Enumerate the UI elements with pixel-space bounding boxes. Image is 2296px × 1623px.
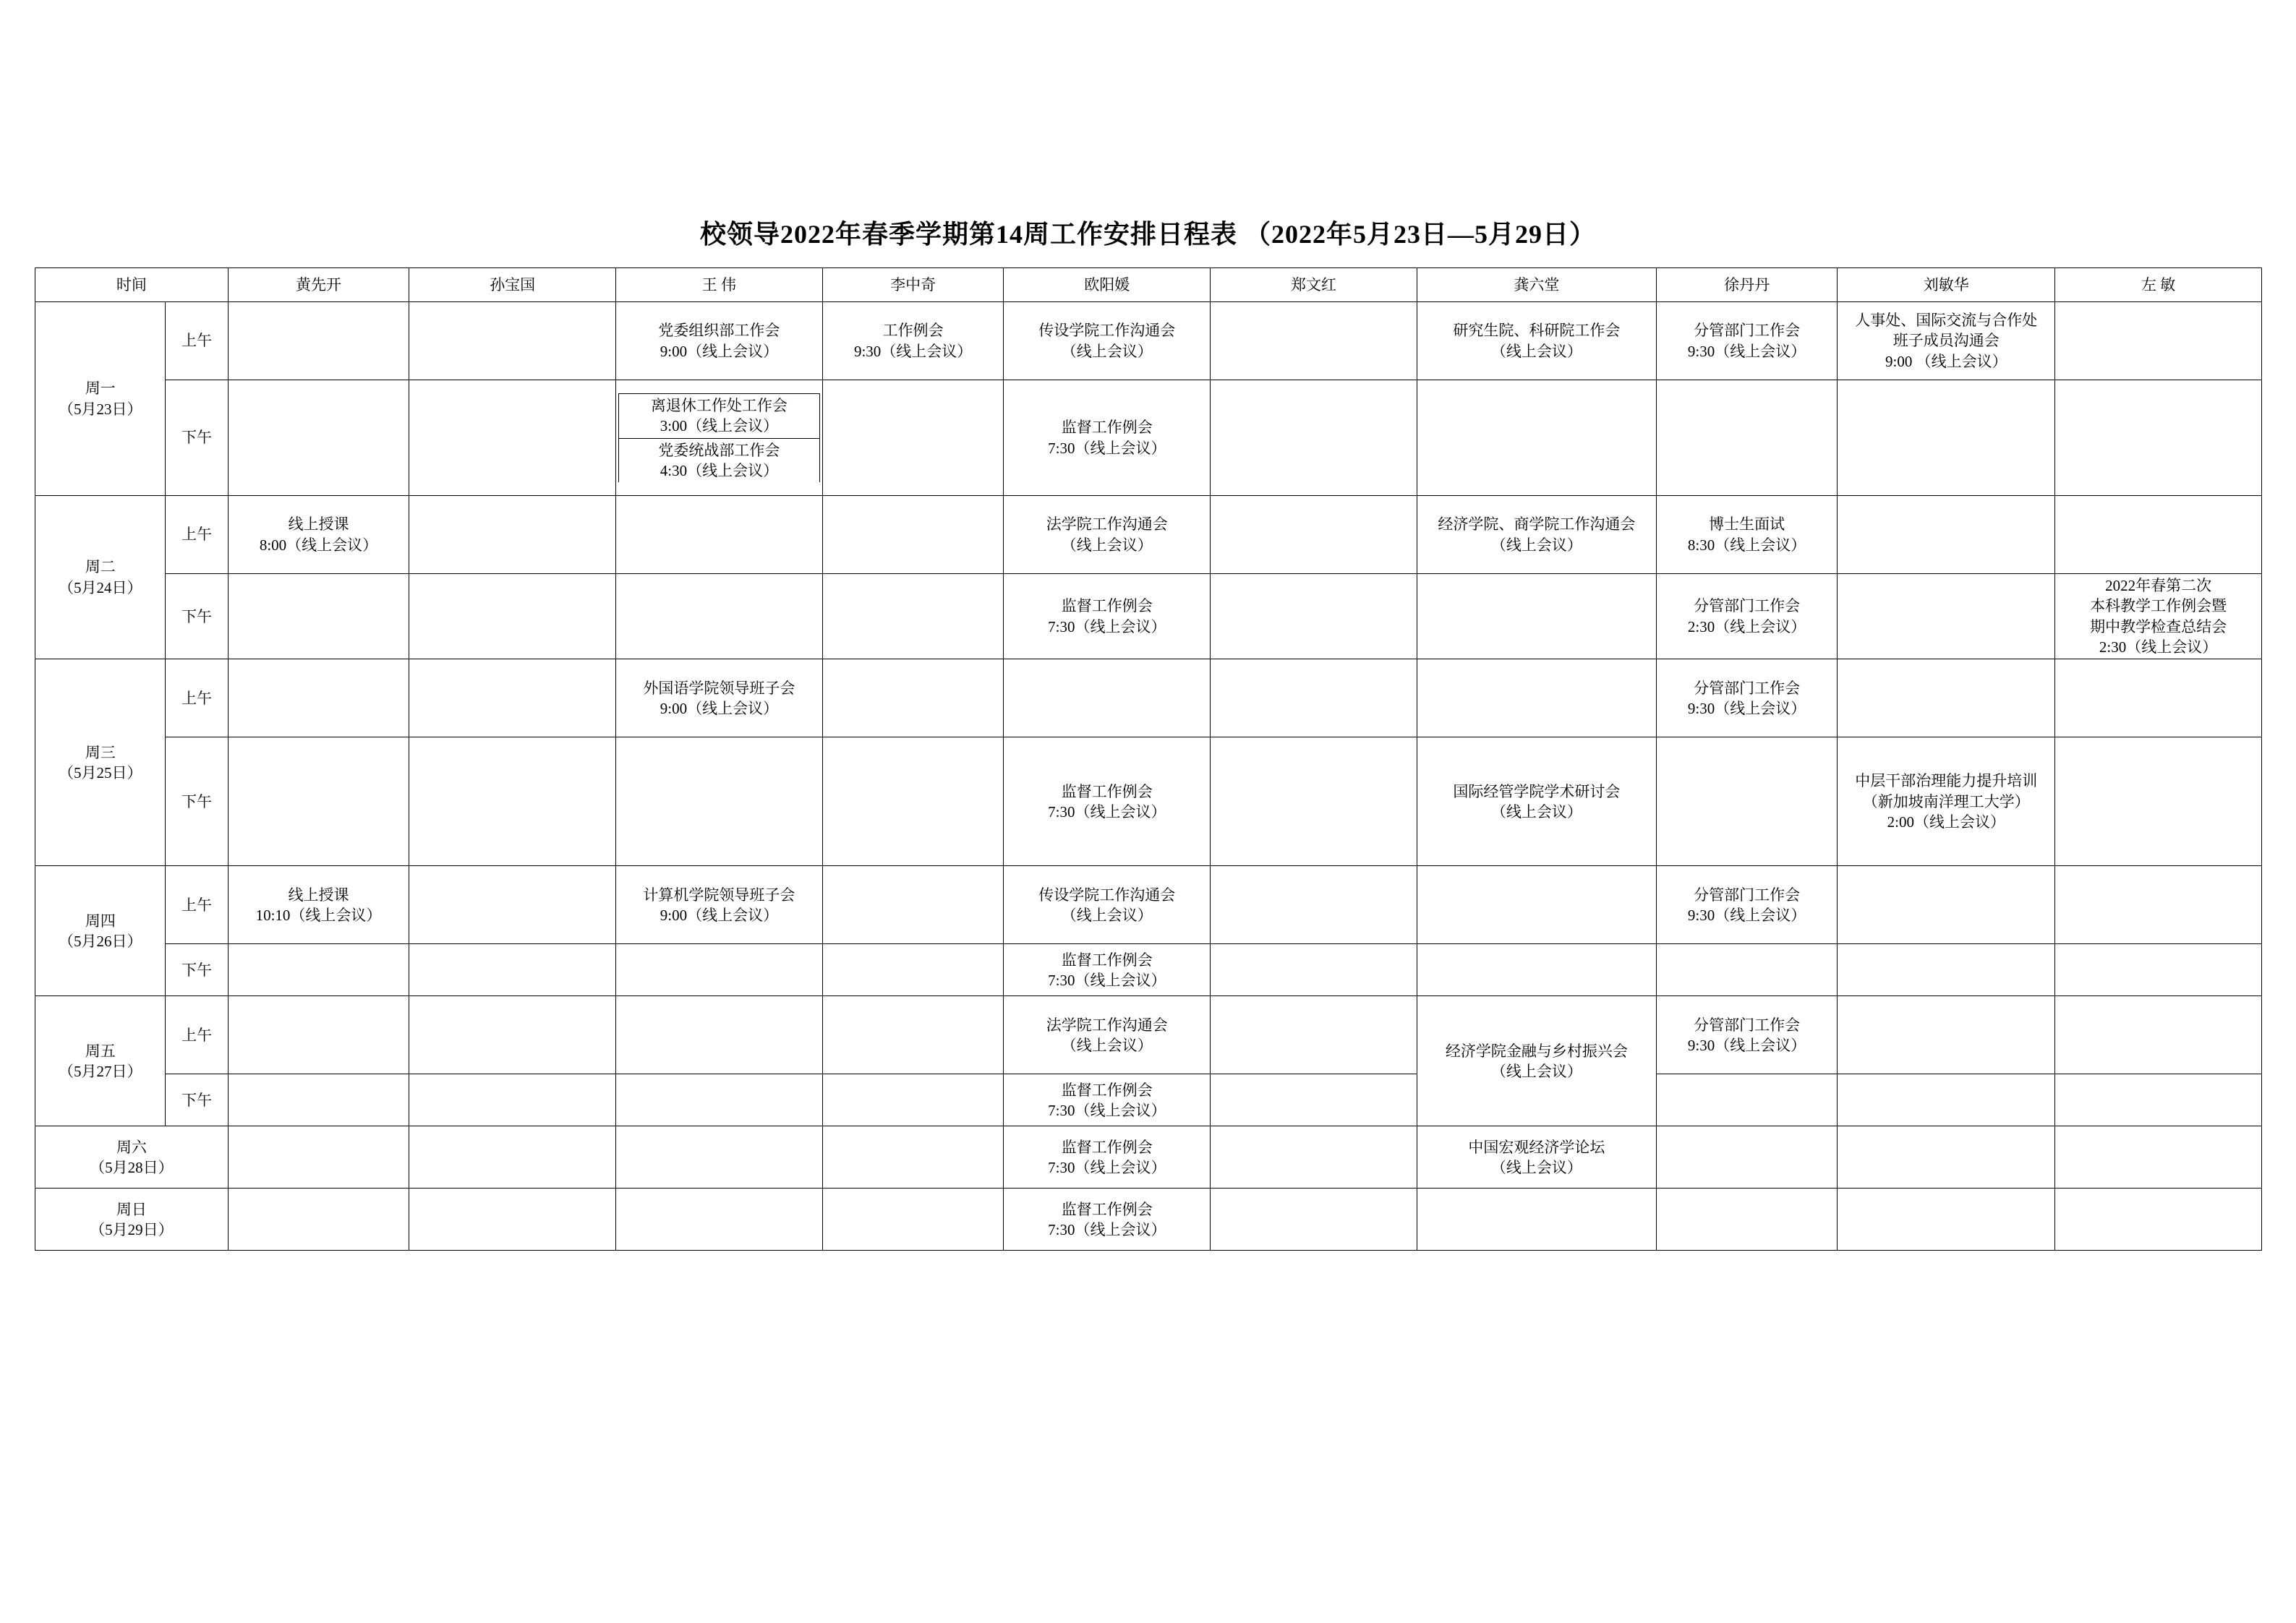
schedule-subcell: 离退休工作处工作会 3:00（线上会议）	[619, 393, 820, 438]
schedule-cell	[822, 659, 1004, 737]
table-row	[35, 659, 2262, 737]
day-label: 周日 （5月29日）	[35, 1189, 229, 1251]
schedule-cell	[822, 737, 1004, 866]
schedule-cell	[1838, 659, 2055, 737]
schedule-cell	[1656, 1189, 1838, 1251]
day-label: 周二 （5月24日）	[35, 496, 166, 659]
schedule-cell	[1838, 380, 2055, 496]
table-row	[35, 380, 2262, 496]
schedule-cell	[228, 737, 409, 866]
schedule-cell	[228, 1189, 409, 1251]
table-row	[35, 737, 2262, 866]
schedule-cell: 计算机学院领导班子会 9:00（线上会议）	[616, 866, 823, 944]
period-label-pm: 下午	[166, 737, 228, 866]
period-label-pm: 下午	[166, 574, 228, 659]
table-row	[35, 496, 2262, 574]
table-body	[35, 302, 2262, 1251]
schedule-cell: 传设学院工作沟通会 （线上会议）	[1004, 866, 1211, 944]
period-label-am: 上午	[166, 302, 228, 380]
schedule-cell: 分管部门工作会 9:30（线上会议）	[1656, 659, 1838, 737]
schedule-cell	[1838, 866, 2055, 944]
schedule-cell: 法学院工作沟通会 （线上会议）	[1004, 996, 1211, 1074]
schedule-cell	[1004, 659, 1211, 737]
schedule-cell	[1211, 496, 1417, 574]
schedule-cell	[228, 1126, 409, 1189]
header-person-zhengwenhong: 郑文红	[1211, 268, 1417, 302]
header-person-ouyangyuan: 欧阳媛	[1004, 268, 1211, 302]
schedule-cell	[1211, 380, 1417, 496]
day-label: 周六 （5月28日）	[35, 1126, 229, 1189]
table-row	[35, 1074, 2262, 1126]
schedule-cell	[409, 737, 616, 866]
schedule-cell: 传设学院工作沟通会 （线上会议）	[1004, 302, 1211, 380]
schedule-cell	[1838, 496, 2055, 574]
schedule-cell	[616, 380, 823, 496]
schedule-cell: 中层干部治理能力提升培训 （新加坡南洋理工大学） 2:00（线上会议）	[1838, 737, 2055, 866]
schedule-cell	[616, 1126, 823, 1189]
schedule-cell	[1417, 1189, 1656, 1251]
schedule-cell	[409, 574, 616, 659]
schedule-cell	[2055, 737, 2262, 866]
schedule-cell	[1211, 996, 1417, 1074]
schedule-table-wrapper	[35, 267, 2262, 1251]
schedule-cell	[1211, 944, 1417, 996]
schedule-cell	[1417, 659, 1656, 737]
schedule-cell	[1211, 1074, 1417, 1126]
schedule-cell	[409, 1074, 616, 1126]
schedule-cell	[1656, 737, 1838, 866]
schedule-cell	[409, 302, 616, 380]
period-label-pm: 下午	[166, 380, 228, 496]
schedule-cell	[2055, 1126, 2262, 1189]
schedule-cell: 外国语学院领导班子会 9:00（线上会议）	[616, 659, 823, 737]
schedule-cell	[409, 866, 616, 944]
schedule-cell: 党委组织部工作会 9:00（线上会议）	[616, 302, 823, 380]
schedule-cell	[616, 737, 823, 866]
header-person-xudandan: 徐丹丹	[1656, 268, 1838, 302]
table-row	[35, 866, 2262, 944]
schedule-cell	[822, 496, 1004, 574]
schedule-cell	[1211, 302, 1417, 380]
schedule-cell	[822, 574, 1004, 659]
schedule-cell	[409, 380, 616, 496]
schedule-cell: 分管部门工作会 9:30（线上会议）	[1656, 996, 1838, 1074]
table-row	[35, 944, 2262, 996]
table-header-row	[35, 268, 2262, 302]
schedule-cell	[1838, 1126, 2055, 1189]
schedule-cell: 监督工作例会 7:30（线上会议）	[1004, 1189, 1211, 1251]
schedule-cell	[1838, 1189, 2055, 1251]
header-person-zuomin: 左 敏	[2055, 268, 2262, 302]
table-row	[35, 996, 2262, 1074]
schedule-cell	[2055, 944, 2262, 996]
schedule-cell: 分管部门工作会 9:30（线上会议）	[1656, 302, 1838, 380]
schedule-cell: 分管部门工作会 9:30（线上会议）	[1656, 866, 1838, 944]
schedule-cell	[228, 996, 409, 1074]
schedule-cell	[822, 380, 1004, 496]
header-person-lizhongqi: 李中奇	[822, 268, 1004, 302]
schedule-cell	[1838, 996, 2055, 1074]
schedule-cell	[822, 996, 1004, 1074]
schedule-cell	[1211, 1126, 1417, 1189]
schedule-cell: 经济学院金融与乡村振兴会 （线上会议）	[1417, 996, 1656, 1126]
period-label-am: 上午	[166, 996, 228, 1074]
day-label: 周五 （5月27日）	[35, 996, 166, 1126]
schedule-cell	[1417, 574, 1656, 659]
schedule-subcell: 党委统战部工作会 4:30（线上会议）	[619, 438, 820, 482]
schedule-cell: 分管部门工作会 2:30（线上会议）	[1656, 574, 1838, 659]
schedule-cell: 经济学院、商学院工作沟通会 （线上会议）	[1417, 496, 1656, 574]
schedule-cell	[1211, 866, 1417, 944]
schedule-cell: 中国宏观经济学论坛 （线上会议）	[1417, 1126, 1656, 1189]
schedule-cell: 人事处、国际交流与合作处 班子成员沟通会 9:00 （线上会议）	[1838, 302, 2055, 380]
schedule-cell	[228, 574, 409, 659]
schedule-cell	[409, 996, 616, 1074]
day-label: 周三 （5月25日）	[35, 659, 166, 866]
schedule-cell	[2055, 496, 2262, 574]
schedule-cell: 工作例会 9:30（线上会议）	[822, 302, 1004, 380]
header-person-wangwei: 王 伟	[616, 268, 823, 302]
schedule-cell	[616, 496, 823, 574]
period-label-pm: 下午	[166, 944, 228, 996]
schedule-cell	[1211, 659, 1417, 737]
table-row	[35, 574, 2262, 659]
header-person-huangxiankai: 黄先开	[228, 268, 409, 302]
header-person-sunbaoguo: 孙宝国	[409, 268, 616, 302]
schedule-cell: 线上授课 10:10（线上会议）	[228, 866, 409, 944]
schedule-cell	[2055, 1189, 2262, 1251]
schedule-cell: 监督工作例会 7:30（线上会议）	[1004, 1126, 1211, 1189]
schedule-cell	[1838, 944, 2055, 996]
schedule-cell: 监督工作例会 7:30（线上会议）	[1004, 737, 1211, 866]
header-time: 时间	[35, 268, 229, 302]
schedule-cell	[1417, 944, 1656, 996]
schedule-cell	[409, 944, 616, 996]
schedule-cell	[228, 302, 409, 380]
schedule-cell: 博士生面试 8:30（线上会议）	[1656, 496, 1838, 574]
schedule-cell	[2055, 302, 2262, 380]
schedule-cell	[409, 1126, 616, 1189]
schedule-cell	[822, 1189, 1004, 1251]
schedule-cell: 监督工作例会 7:30（线上会议）	[1004, 380, 1211, 496]
schedule-cell	[409, 1189, 616, 1251]
schedule-cell	[1211, 1189, 1417, 1251]
schedule-cell	[822, 1074, 1004, 1126]
schedule-cell	[2055, 866, 2262, 944]
schedule-cell	[1838, 1074, 2055, 1126]
schedule-cell	[1656, 944, 1838, 996]
schedule-cell	[616, 574, 823, 659]
schedule-cell	[1656, 1126, 1838, 1189]
period-label-am: 上午	[166, 866, 228, 944]
schedule-cell: 国际经管学院学术研讨会 （线上会议）	[1417, 737, 1656, 866]
day-label: 周四 （5月26日）	[35, 866, 166, 996]
schedule-cell	[2055, 659, 2262, 737]
schedule-cell: 法学院工作沟通会 （线上会议）	[1004, 496, 1211, 574]
schedule-cell	[822, 1126, 1004, 1189]
schedule-cell	[409, 659, 616, 737]
schedule-cell	[228, 380, 409, 496]
schedule-cell: 监督工作例会 7:30（线上会议）	[1004, 944, 1211, 996]
schedule-cell	[409, 496, 616, 574]
schedule-cell	[1656, 380, 1838, 496]
schedule-cell	[1211, 574, 1417, 659]
period-label-am: 上午	[166, 659, 228, 737]
schedule-cell	[2055, 1074, 2262, 1126]
period-label-am: 上午	[166, 496, 228, 574]
schedule-cell: 监督工作例会 7:30（线上会议）	[1004, 1074, 1211, 1126]
schedule-cell	[822, 866, 1004, 944]
schedule-cell: 研究生院、科研院工作会 （线上会议）	[1417, 302, 1656, 380]
table-row	[35, 1189, 2262, 1251]
schedule-cell: 监督工作例会 7:30（线上会议）	[1004, 574, 1211, 659]
period-label-pm: 下午	[166, 1074, 228, 1126]
schedule-cell	[2055, 996, 2262, 1074]
schedule-cell	[1211, 737, 1417, 866]
schedule-cell: 线上授课 8:00（线上会议）	[228, 496, 409, 574]
table-row	[35, 1126, 2262, 1189]
schedule-cell	[228, 1074, 409, 1126]
schedule-cell	[1838, 574, 2055, 659]
schedule-cell	[616, 996, 823, 1074]
schedule-cell	[228, 944, 409, 996]
page-title: 校领导2022年春季学期第14周工作安排日程表 （2022年5月23日—5月29日）	[699, 220, 1596, 249]
schedule-cell	[2055, 380, 2262, 496]
day-label: 周一 （5月23日）	[35, 302, 166, 496]
header-person-liuminhua: 刘敏华	[1838, 268, 2055, 302]
schedule-cell	[822, 944, 1004, 996]
schedule-cell	[1656, 1074, 1838, 1126]
table-row	[35, 302, 2262, 380]
schedule-cell	[616, 1074, 823, 1126]
header-person-gongliutang: 龚六堂	[1417, 268, 1656, 302]
schedule-cell: 2022年春第二次 本科教学工作例会暨 期中教学检查总结会 2:30（线上会议）	[2055, 574, 2262, 659]
schedule-cell	[616, 944, 823, 996]
schedule-cell	[1417, 866, 1656, 944]
schedule-table	[35, 267, 2262, 1251]
schedule-cell	[616, 1189, 823, 1251]
schedule-cell	[228, 659, 409, 737]
schedule-cell	[1417, 380, 1656, 496]
